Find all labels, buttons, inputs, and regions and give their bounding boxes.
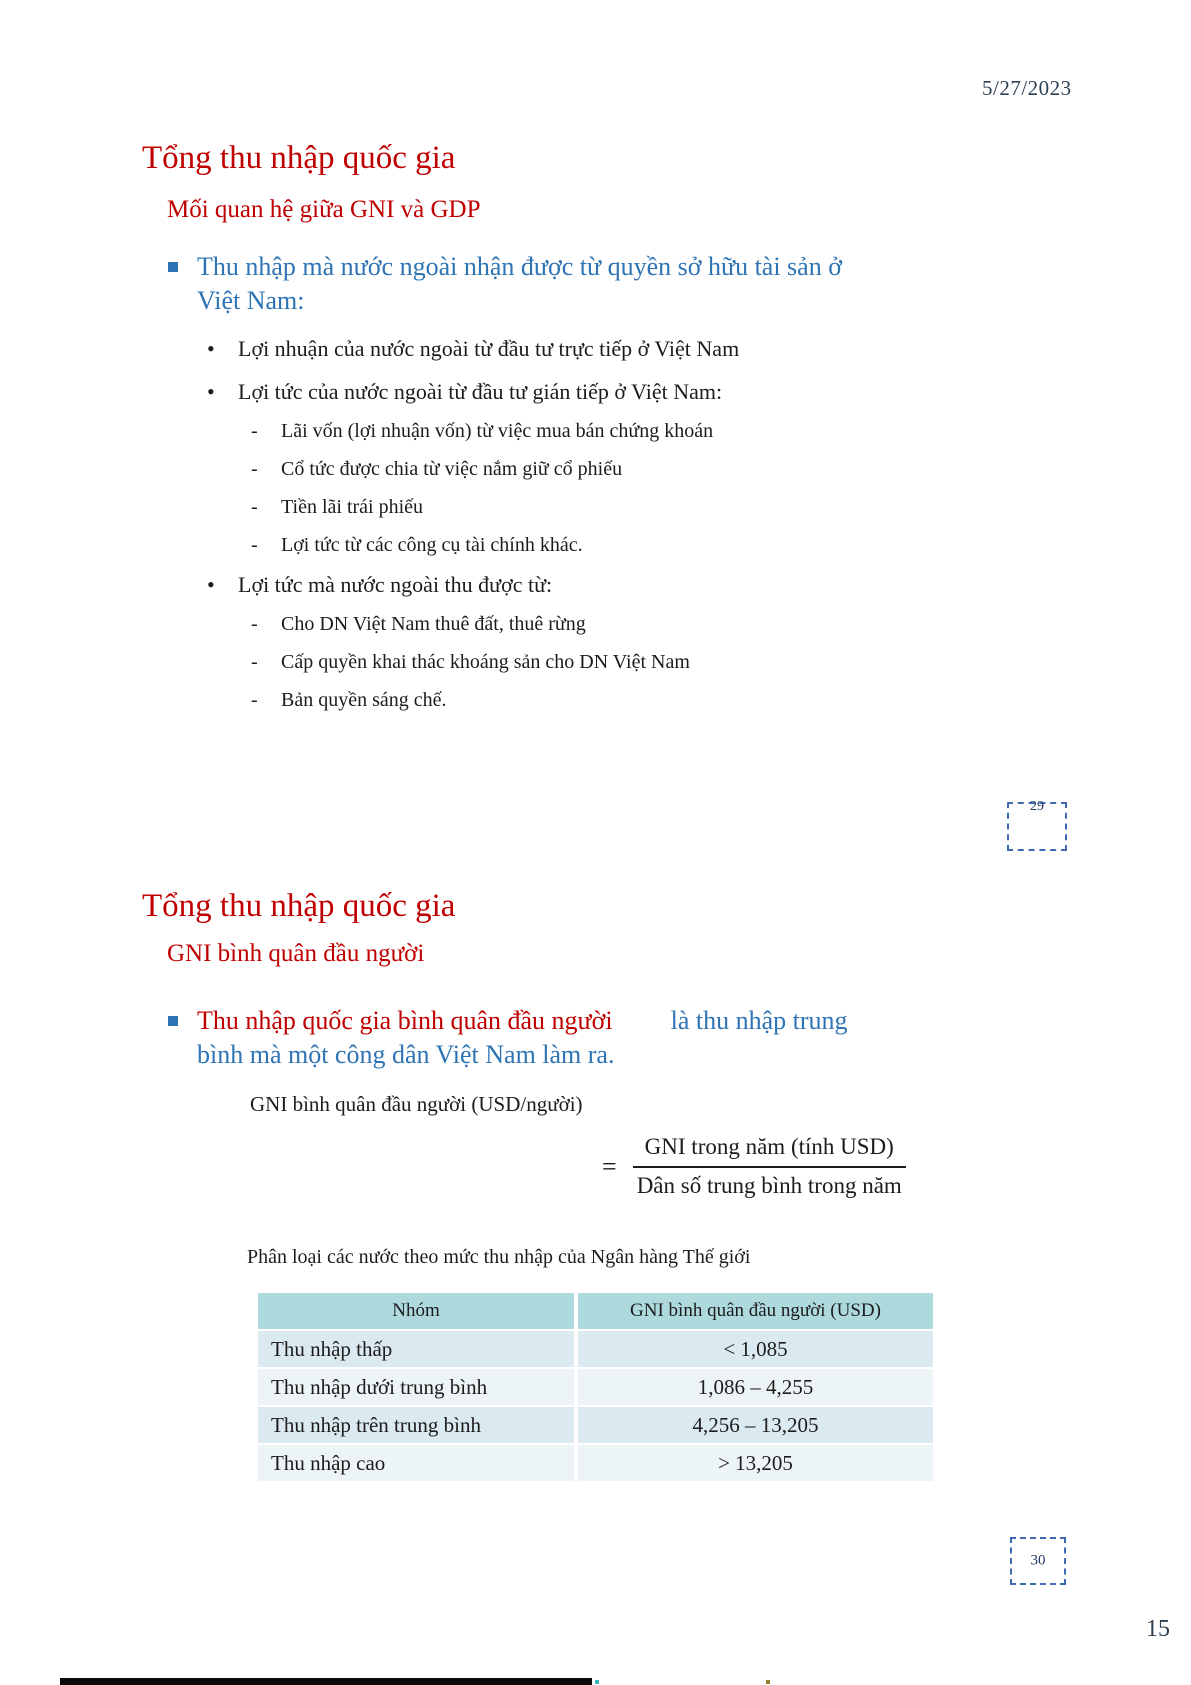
fraction [633,1134,906,1199]
table-cell: < 1,085 [578,1331,933,1367]
equals-sign: = [602,1151,617,1181]
list-item: • Lợi nhuận của nước ngoài từ đầu tư trực tiếp ở Việt Nam [205,334,985,363]
list-item: • Lợi tức của nước ngoài từ đầu tư gián tiếp ở Việt Nam: [205,377,985,406]
artifact-dot [766,1680,770,1684]
table-cell: 1,086 – 4,255 [578,1369,933,1405]
income-groups-table [258,1293,933,1481]
table-row: Thu nhập cao [258,1445,574,1481]
square-bullet-icon [168,262,178,272]
table-caption: Phân loại các nước theo mức thu nhập của Ngân hàng Thế giới [247,1246,751,1268]
slide-30-number: 30 [1030,1552,1046,1569]
gni-per-capita-label: GNI bình quân đầu người (USD/người) [250,1092,583,1116]
slide-29-subtitle: Mối quan hệ giữa GNI và GDP [167,196,481,223]
list-item: • Lợi tức mà nước ngoài thu được từ: [205,570,985,599]
list-item: - Cấp quyền khai thác khoáng sản cho DN Việt Nam [251,649,985,675]
table-cell: > 13,205 [578,1445,933,1481]
list-item: - Tiền lãi trái phiếu [251,494,985,520]
slide-29-bullet-list [205,334,985,725]
table-header-gni: GNI bình quân đầu người (USD) [578,1293,933,1329]
list-item: - Cho DN Việt Nam thuê đất, thuê rừng [251,611,985,637]
list-item: - Lợi tức từ các công cụ tài chính khác. [251,532,985,558]
slide-30-title: Tổng thu nhập quốc gia [142,888,456,924]
list-item: - Bản quyền sáng chế. [251,687,985,713]
square-bullet-icon [168,1016,178,1026]
bullet-blue-text-1: là thu nhập trung [670,1006,848,1035]
table-cell: 4,256 – 13,205 [578,1407,933,1443]
artifact-dot [595,1680,599,1684]
list-item: - Cổ tức được chia từ việc nắm giữ cổ phiếu [251,456,985,482]
gni-formula [602,1134,906,1199]
page-date: 5/27/2023 [982,76,1072,100]
slide-29-main-bullet [168,250,858,319]
fraction-numerator: GNI trong năm (tính USD) [633,1134,906,1168]
slide-29-number-box [1007,799,1067,851]
page-number: 15 [1146,1616,1170,1642]
next-page-edge-bar [60,1678,592,1685]
slide-29-main-bullet-text: Thu nhập mà nước ngoài nhận được từ quyền sở hữu tài sản ở Việt Nam: [197,252,842,316]
slide-30-main-bullet-text [197,1004,848,1073]
slide-30-number-box [1010,1537,1066,1585]
slide-30-subtitle: GNI bình quân đầu người [167,940,425,967]
bullet-red-text: Thu nhập quốc gia bình quân đầu người [197,1006,613,1035]
table-row: Thu nhập dưới trung bình [258,1369,574,1405]
bullet-line-2: bình mà một công dân Việt Nam làm ra. [197,1040,615,1070]
fraction-denominator: Dân số trung bình trong năm [636,1173,902,1198]
table-header-group: Nhóm [258,1293,574,1329]
slide-29-title: Tổng thu nhập quốc gia [142,140,456,176]
list-item: - Lãi vốn (lợi nhuận vốn) từ việc mua bán chứng khoán [251,418,985,444]
table-row: Thu nhập trên trung bình [258,1407,574,1443]
bullet-line-1 [197,1004,848,1038]
table-row: Thu nhập thấp [258,1331,574,1367]
slide-29-number: 29 [1030,799,1044,814]
slide-30-main-bullet [168,1004,988,1073]
